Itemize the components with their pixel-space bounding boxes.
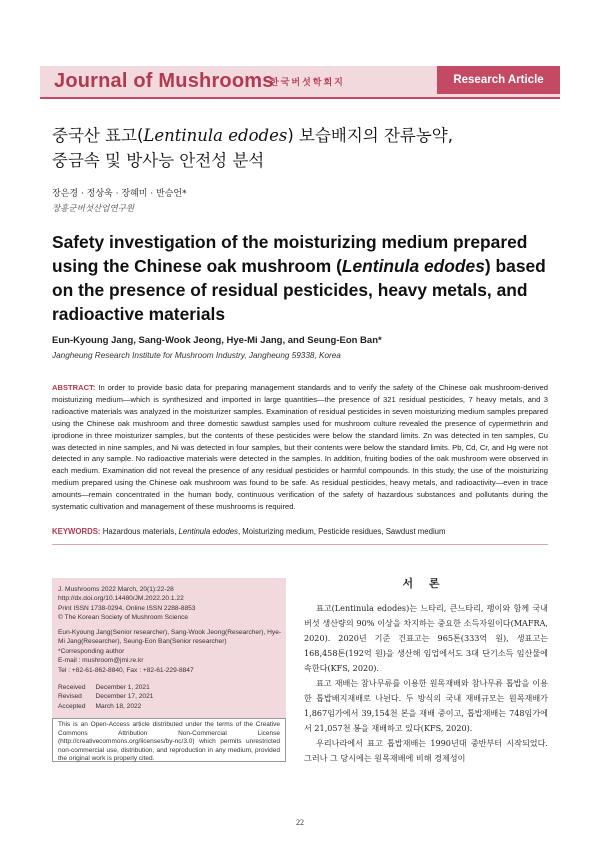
- accepted-label: Accepted: [58, 702, 86, 710]
- received-label: Received: [58, 684, 86, 691]
- english-title-part2: ) based on the presence of residual pesticides, heavy metals, and radioactive materials: [52, 256, 546, 324]
- contributors: Eun-Kyoung Jang(Senior researcher), Sang-Wook Jeong(Researcher), Hye-Mi Jang(Researcher), Seung-Eon Ban(Senior researcher): [58, 629, 282, 646]
- open-access-text: This is an Open-Access article distributed under the terms of the Creative Commons Attribution Non-Commercial License (http://creativecommons.org/licenses/by-nc/3.0) which permits unrestricted non-commercial use, distribution, and reproduction in any medium, provided the original work is properly cited.: [58, 721, 280, 763]
- abstract: [52, 382, 548, 513]
- abstract-text: In order to provide basic data for preparing management standards and to verify the safety of the Chinese oak mushroom-derived moisturizing medium—which is synthesized and imported in large quantities—the presence of 321 residual pesticides, 7 heavy metals, and 3 radioactive materials was analyzed in the moisturizer samples. Examination of residual pesticides in seven moisturizing medium samples prepared using the Chinese oak mushroom and three domestic sawdust samples used for mushroom culture revealed the presence of cypermethrin and iprodione in three moisturizer samples, but the contents of these pesticides were below the standard limits. Zn was detected in ten samples, Cu was detected in nine samples, and Ni was detected in four samples, but their contents were below the standard limits. Pb, Cd, Cr, and Hg were not detected in any sample. No radioactive materials were detected in the samples. In addition, fruiting bodies of the oak mushroom were observed in each medium. Examination did not reveal the presence of any residual pesticides or harmful compounds. In this study, the use of the moisturizing medium prepared using the Chinese oak mushroom was found to be safe. As residual pesticides, heavy metals, and radioactivity—even in trace amounts—remain concentrated in the human body, continuous verification of the safety of hazardous substances and pollutants during the systematic cultivation and management of these mushrooms is required.: [52, 383, 548, 512]
- corresponding-author: *Corresponding author: [58, 647, 125, 655]
- copyright: © The Korean Society of Mushroom Science: [58, 614, 189, 622]
- journal-name: Journal of Mushrooms: [54, 70, 274, 92]
- issn: Print ISSN 1738-0294, Online ISSN 2288-8853: [58, 604, 196, 612]
- doi-link[interactable]: http://dx.doi.org/10.14480/JM.2022.20.1.22: [58, 595, 184, 603]
- english-title-part1: Safety investigation of the moisturizing medium prepared using the Chinese oak mushroom (: [52, 232, 528, 276]
- korean-title-part2: ) 보습배지의 잔류농약,: [287, 126, 453, 145]
- korean-affiliation: 장흥군버섯산업연구원: [52, 204, 135, 214]
- article-type-badge: Research Article: [437, 66, 560, 94]
- keywords-species: Lentinula edodes: [178, 527, 238, 536]
- page-number: 22: [296, 818, 304, 827]
- accepted-row: [58, 702, 163, 711]
- introduction-body: [304, 601, 548, 766]
- keywords: [52, 527, 548, 536]
- tel-fax: Tel : +82-61-862-8840, Fax : +82-61-229-8847: [58, 666, 194, 674]
- citation: J. Mushrooms 2022 March, 20(1):22-28: [58, 586, 174, 593]
- english-affiliation: Jangheung Research Institute for Mushroom Industry, Jangheung 59338, Korea: [52, 351, 341, 360]
- email[interactable]: E-mail : mushroom@jmi.re.kr: [58, 657, 144, 665]
- korean-title-part1: 중국산 표고(: [52, 126, 144, 145]
- korean-authors: 장은경 · 정상욱 · 장혜미 · 반승언*: [52, 189, 187, 199]
- abstract-label: ABSTRACT:: [52, 383, 96, 392]
- dates-block: [58, 683, 284, 711]
- revised-row: [58, 692, 163, 701]
- accepted-date: March 18, 2022: [95, 702, 142, 710]
- introduction-heading: 서 론: [402, 577, 446, 590]
- intro-paragraph-1: 표고(Lentinula edodes)는 느타리, 큰느타리, 팽이와 함께 국내 버섯 생산량의 90% 이상을 차지하는 중요한 소득자원이다(MAFRA, 2020). 2020년 기준 건표고는 965톤(333억 원), 생표고는 168,458톤(192억 원)을 생산해 임업에서도 3대 단기소득 임산물에 속한다(KFS, 2020).: [304, 603, 548, 673]
- english-title: [52, 230, 552, 326]
- english-title-species: Lentinula edodes: [341, 256, 485, 276]
- author-contact-block: [58, 628, 284, 675]
- received-row: [58, 683, 163, 692]
- received-date: December 1, 2021: [95, 684, 150, 691]
- intro-paragraph-3: 우리나라에서 표고 톱밥재배는 1990년대 중반부터 시작되었다. 그러나 그 당시에는 원목재배에 비해 경제성이: [304, 738, 548, 763]
- journal-korean-name: 한국버섯학회지: [270, 78, 345, 88]
- korean-title-species: Lentinula edodes: [143, 126, 288, 145]
- revised-label: Revised: [58, 693, 82, 701]
- keywords-before: Hazardous materials,: [102, 527, 179, 536]
- citation-block: [58, 585, 284, 623]
- keywords-label: KEYWORDS:: [52, 527, 101, 536]
- keywords-after: , Moisturizing medium, Pesticide residues, Sawdust medium: [237, 527, 446, 536]
- header-divider: [40, 97, 560, 99]
- intro-paragraph-2: 표고 재배는 참나무류를 이용한 원목재배와 참나무류 톱밥을 이용한 톱밥배지재배로 나뉜다. 두 방식의 국내 재배규모는 원목재배가 1,867임가에서 39,154천 본을 재배 중이고, 톱밥재배는 748임가에서 21,057천 봉을 재배하고 있다(KFS, 2020).: [304, 678, 548, 733]
- english-authors: Eun-Kyoung Jang, Sang-Wook Jeong, Hye-Mi Jang, and Seung-Eon Ban*: [52, 335, 382, 346]
- keywords-divider: [52, 544, 548, 545]
- korean-title: [52, 123, 552, 173]
- korean-title-line2: 중금속 및 방사능 안전성 분석: [52, 151, 265, 170]
- revised-date: December 17, 2021: [95, 693, 154, 701]
